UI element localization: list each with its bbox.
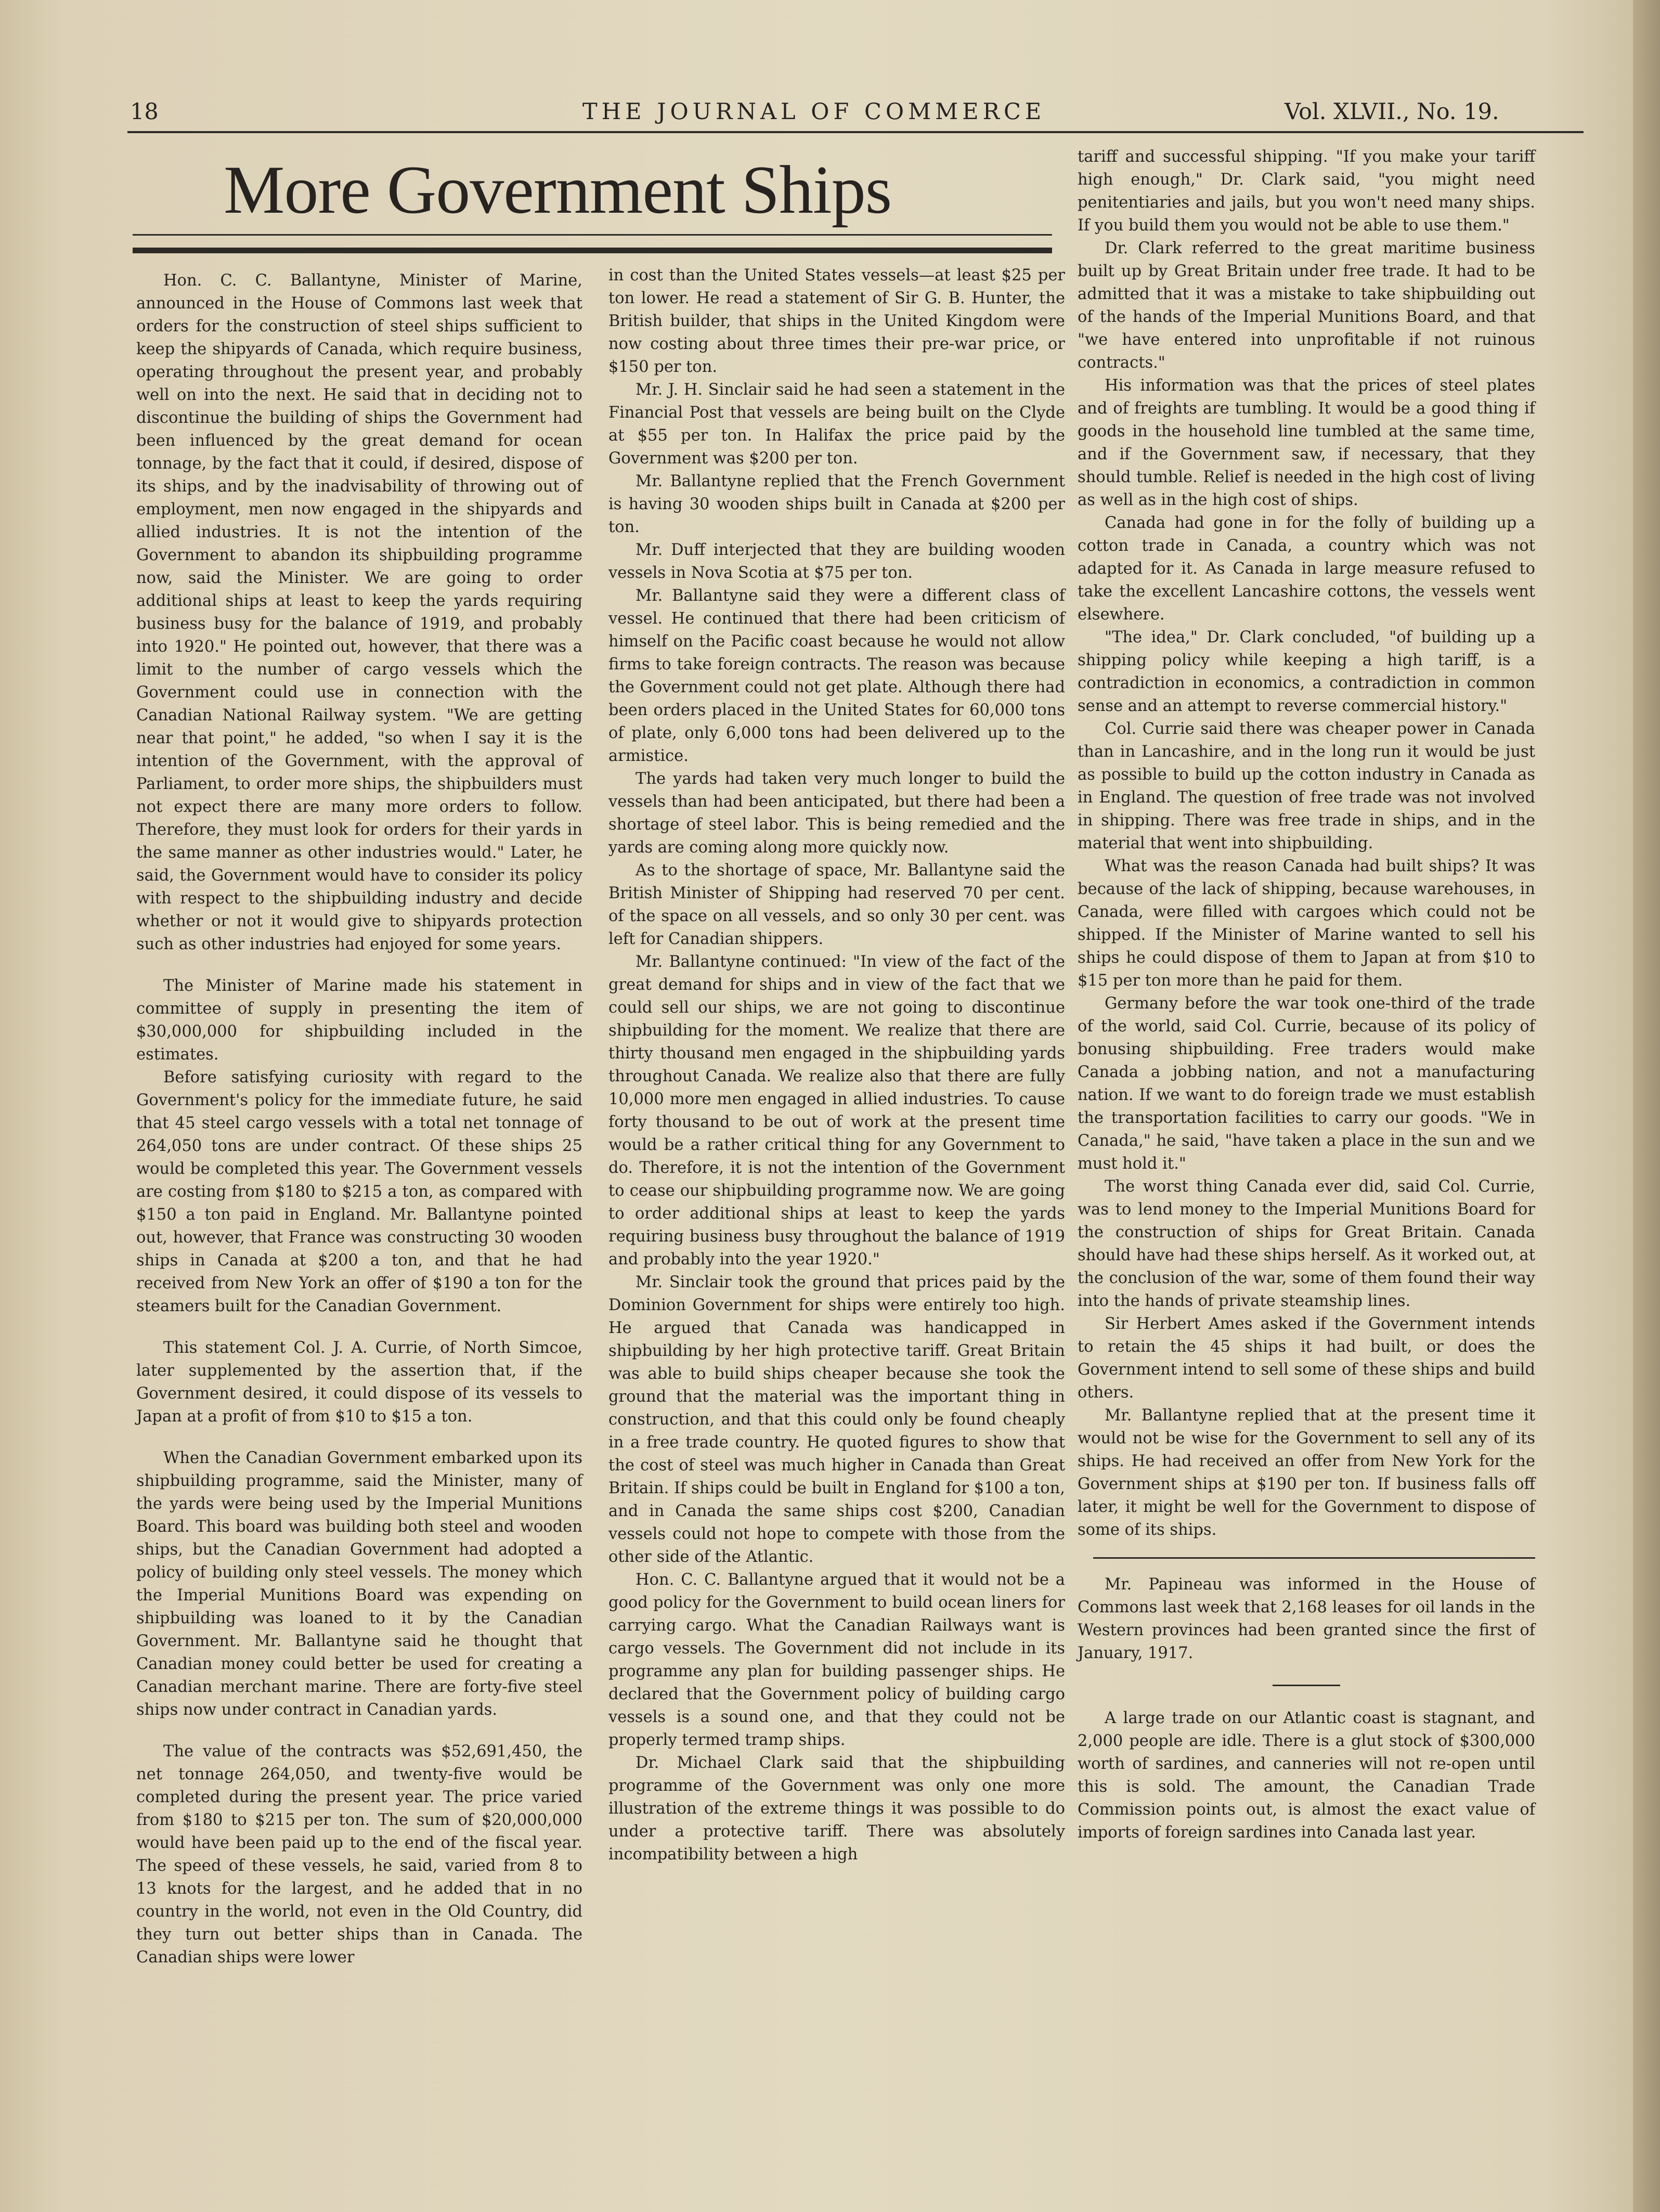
paragraph: Col. Currie said there was cheaper power in Canada than in Lancashire, and in the long run it would be just as possible to build up the cotton industry in Canada as in England. The question of free trade was not involved in shipping. There was free trade in ships, and in the material that went into shipbuilding. bbox=[1078, 720, 1535, 852]
paragraph: The worst thing Canada ever did, said Col. Currie, was to lend money to the Imperial Munitions Board for the construction of ships for Great Britain. Canada should have had these ships herself. As it worked out, at the conclusion of the war, some of them found their way into the hands of private steamship lines. bbox=[1078, 1178, 1535, 1310]
paragraph: The yards had taken very much longer to build the vessels than had been anticipated, but there had been a shortage of steel labor. This is being remedied and the yards are coming along more quickly now. bbox=[608, 770, 1065, 857]
paragraph: Dr. Michael Clark said that the shipbuilding programme of the Government was only one more illustration of the extreme things it was possible to do under a protective tariff. There was absolutely incompatibility between a high bbox=[608, 1754, 1065, 1864]
paragraph: Mr. Duff interjected that they are building wooden vessels in Nova Scotia at $75 per ton. bbox=[608, 541, 1065, 582]
volume-number: Vol. XLVII., No. 19. bbox=[1285, 99, 1499, 125]
header-rule bbox=[127, 131, 1584, 133]
paragraph: The Minister of Marine made his statement in committee of supply in presenting the item of $30,000,000 for shipbuilding included in the estimates. bbox=[136, 977, 582, 1064]
article-end-rule bbox=[1093, 1557, 1535, 1559]
article-column-1 bbox=[136, 269, 582, 1969]
paragraph: "The idea," Dr. Clark concluded, "of building up a shipping policy while keeping a high tariff, is a contradiction in economics, a contradiction in common sense and an attempt to reverse commercial history." bbox=[1078, 628, 1535, 715]
paragraph: Canada had gone in for the folly of building up a cotton trade in Canada, a country which was not adapted for it. As Canada in large measure refused to take the excellent Lancashire cottons, the vessels went elsewhere. bbox=[1078, 514, 1535, 624]
paragraph: Before satisfying curiosity with regard to the Government's policy for the immediate future, he said that 45 steel cargo vessels with a total net tonnage of 264,050 tons are under contract. Of these ships 25 would be completed this year. The Government vessels are costing from $180 to $215 a ton, as compared with $150 a ton paid in England. Mr. Ballantyne pointed out, however, that France was constructing 30 wooden ships in Canada at $200 a ton, and that he had received from New York an offer of $190 a ton for the steamers built for the Canadian Government. bbox=[136, 1068, 582, 1315]
journal-name: THE JOURNAL OF COMMERCE bbox=[582, 99, 1046, 125]
paragraph: Dr. Clark referred to the great maritime business built up by Great Britain under free trade. It had to be admitted that it was a mistake to take shipbuilding out of the hands of the Imperial Munitions Board, and that "we have entered into unprofitable if not ruinous contracts." bbox=[1078, 239, 1535, 372]
article-column-2 bbox=[608, 264, 1065, 1866]
paragraph: Germany before the war took one-third of the trade of the world, said Col. Currie, because of its policy of bonusing shipbuilding. Free traders would make Canada a jobbing nation, and not a manufacturing nation. If we want to do foreign trade we must establish the transportation facilities to carry our goods. "We in Canada," he said, "have taken a place in the sun and we must hold it." bbox=[1078, 994, 1535, 1173]
paragraph: When the Canadian Government embarked upon its shipbuilding programme, said the Minister, many of the yards were being used by the Imperial Munitions Board. This board was building both steel and wooden ships, but the Canadian Government had adopted a policy of building only steel vessels. The money which the Imperial Munitions Board was expending on shipbuilding was loaned to it by the Canadian Government. Mr. Ballantyne said he thought that Canadian money could better be used for creating a Canadian merchant marine. There are forty-five steel ships now under contract in Canadian yards. bbox=[136, 1449, 582, 1719]
news-brief: Mr. Papineau was informed in the House of Commons last week that 2,168 leases for oil lands in the Western provinces had been granted since the first of January, 1917. bbox=[1078, 1575, 1535, 1662]
paragraph: What was the reason Canada had built ships? It was because of the lack of shipping, because warehouses, in Canada, were filled with cargoes which could not be shipped. If the Minister of Marine wanted to sell his ships he could dispose of them to Japan at from $10 to $15 per ton more than he paid for them. bbox=[1078, 857, 1535, 990]
brief-separator bbox=[1273, 1685, 1340, 1686]
paragraph: The value of the contracts was $52,691,450, the net tonnage 264,050, and twenty-five would be completed during the present year. The price varied from $180 to $215 per ton. The sum of $20,000,000 would have been paid up to the end of the fiscal year. The speed of these vessels, he said, varied from 8 to 13 knots for the largest, and he added that in no country in the world, not even in the Old Country, did they turn out better ships than in Canada. The Canadian ships were lower bbox=[136, 1742, 582, 1967]
paragraph: Mr. Ballantyne replied that at the present time it would not be wise for the Government to sell any of its ships. He had received an offer from New York for the Government ships at $190 per ton. If business falls off later, it might be well for the Government to dispose of some of its ships. bbox=[1078, 1406, 1535, 1539]
paragraph: Mr. J. H. Sinclair said he had seen a statement in the Financial Post that vessels are being built on the Clyde at $55 per ton. In Halifax the price paid by the Government was $200 per ton. bbox=[608, 381, 1065, 468]
page-number: 18 bbox=[130, 99, 159, 125]
paragraph: in cost than the United States vessels—at least $25 per ton lower. He read a statement of Sir G. B. Hunter, the British builder, that ships in the United Kingdom were now costing about three times their pre-war price, or $150 per ton. bbox=[608, 266, 1065, 376]
paragraph: As to the shortage of space, Mr. Ballantyne said the British Minister of Shipping had reserved 70 per cent. of the space on all vessels, and so only 30 per cent. was left for Canadian shippers. bbox=[608, 861, 1065, 948]
paragraph: His information was that the prices of steel plates and of freights are tumbling. It would be a good thing if goods in the household line tumbled at the same time, and if the Government saw, if necessary, that they should tumble. Relief is needed in the high cost of living as well as in the high cost of ships. bbox=[1078, 377, 1535, 509]
paragraph: Mr. Ballantyne said they were a different class of vessel. He continued that there had been criticism of himself on the Pacific coast because he would not allow firms to take foreign contracts. The reason was because the Government could not get plate. Although there had been orders placed in the United States for 60,000 tons of plate, only 6,000 tons had been delivered up to the armistice. bbox=[608, 587, 1065, 765]
title-rule-thin bbox=[133, 234, 1052, 236]
paragraph: This statement Col. J. A. Currie, of North Simcoe, later supplemented by the assertion that, if the Government desired, it could dispose of its vessels to Japan at a profit of from $10 to $15 a ton. bbox=[136, 1339, 582, 1426]
paragraph: Hon. C. C. Ballantyne argued that it would not be a good policy for the Government to build ocean liners for carrying cargo. What the Canadian Railways want is cargo vessels. The Government did not include in its programme any plan for building passenger ships. He declared that the Government policy of building cargo vessels is a sound one, and that they could not be properly termed tramp ships. bbox=[608, 1571, 1065, 1749]
article-title: More Government Ships bbox=[224, 151, 892, 228]
paragraph: Mr. Ballantyne replied that the French Government is having 30 wooden ships built in Canada at $200 per ton. bbox=[608, 472, 1065, 536]
paragraph: Hon. C. C. Ballantyne, Minister of Marine, announced in the House of Commons last week that orders for the construction of steel ships sufficient to keep the shipyards of Canada, which require business, operating throughout the present year, and probably well on into the next. He said that in deciding not to discontinue the building of ships the Government had been influenced by the great demand for ocean tonnage, by the fact that it could, if desired, dispose of its ships, and by the inadvisability of throwing out of employment, men now engaged in the shipyards and allied industries. It is not the intention of the Government to abandon its shipbuilding programme now, said the Minister. We are going to order additional ships at least to keep the yards requiring business busy for the balance of 1919, and probably into 1920." He pointed out, however, that there was a limit to the number of cargo vessels which the Government could use in connection with the Canadian National Railway system. "We are getting near that point," he added, "so when I say it is the intention of the Government, with the approval of Parliament, to order more ships, the shipbuilders must not expect there are many more orders to follow. Therefore, they must look for orders for their yards in the same manner as other industries would." Later, he said, the Government would have to consider its policy with respect to the shipbuilding industry and decide whether or not it would give to shipyards protection such as other industries had enjoyed for some years. bbox=[136, 271, 582, 953]
paragraph: tariff and successful shipping. "If you make your tariff high enough," Dr. Clark said, "you might need penitentiaries and jails, but you won't need many ships. If you build them you would not be able to use them." bbox=[1078, 148, 1535, 235]
paragraph: Mr. Ballantyne continued: "In view of the fact of the great demand for ships and in view of the fact that we could sell our ships, we are not going to discontinue shipbuilding for the moment. We realize that there are thirty thousand men engaged in the shipbuilding yards throughout Canada. We realize also that there are fully 10,000 more men engaged in allied industries. To cause forty thousand to be out of work at the present time would be a rather critical thing for any Government to do. Therefore, it is not the intention of the Government to cease our shipbuilding programme now. We are going to order additional ships at least to keep the yards requiring business busy throughout the balance of 1919 and probably into the year 1920." bbox=[608, 953, 1065, 1269]
paragraph: Sir Herbert Ames asked if the Government intends to retain the 45 ships it had built, or does the Government intend to sell some of these ships and build others. bbox=[1078, 1315, 1535, 1402]
page-binding-edge bbox=[1633, 0, 1660, 2212]
article-column-3 bbox=[1078, 146, 1535, 1844]
news-brief: A large trade on our Atlantic coast is stagnant, and 2,000 people are idle. There is a glut stock of $300,000 worth of sardines, and canneries will not re-open until this is sold. The amount, the Canadian Trade Commission points out, is almost the exact value of imports of foreign sardines into Canada last year. bbox=[1078, 1709, 1535, 1842]
title-rule-thick bbox=[133, 248, 1052, 253]
paragraph: Mr. Sinclair took the ground that prices paid by the Dominion Government for ships were entirely too high. He argued that Canada was handicapped in shipbuilding by her high protective tariff. Great Britain was able to build ships cheaper because she took the ground that the material was the important thing in construction, and that this could only be found cheaply in a free trade country. He quoted figures to show that the cost of steel was much higher in Canada than Great Britain. If ships could be built in England for $100 a ton, and in Canada the same ships cost $200, Canadian vessels could not hope to compete with those from the other side of the Atlantic. bbox=[608, 1273, 1065, 1566]
